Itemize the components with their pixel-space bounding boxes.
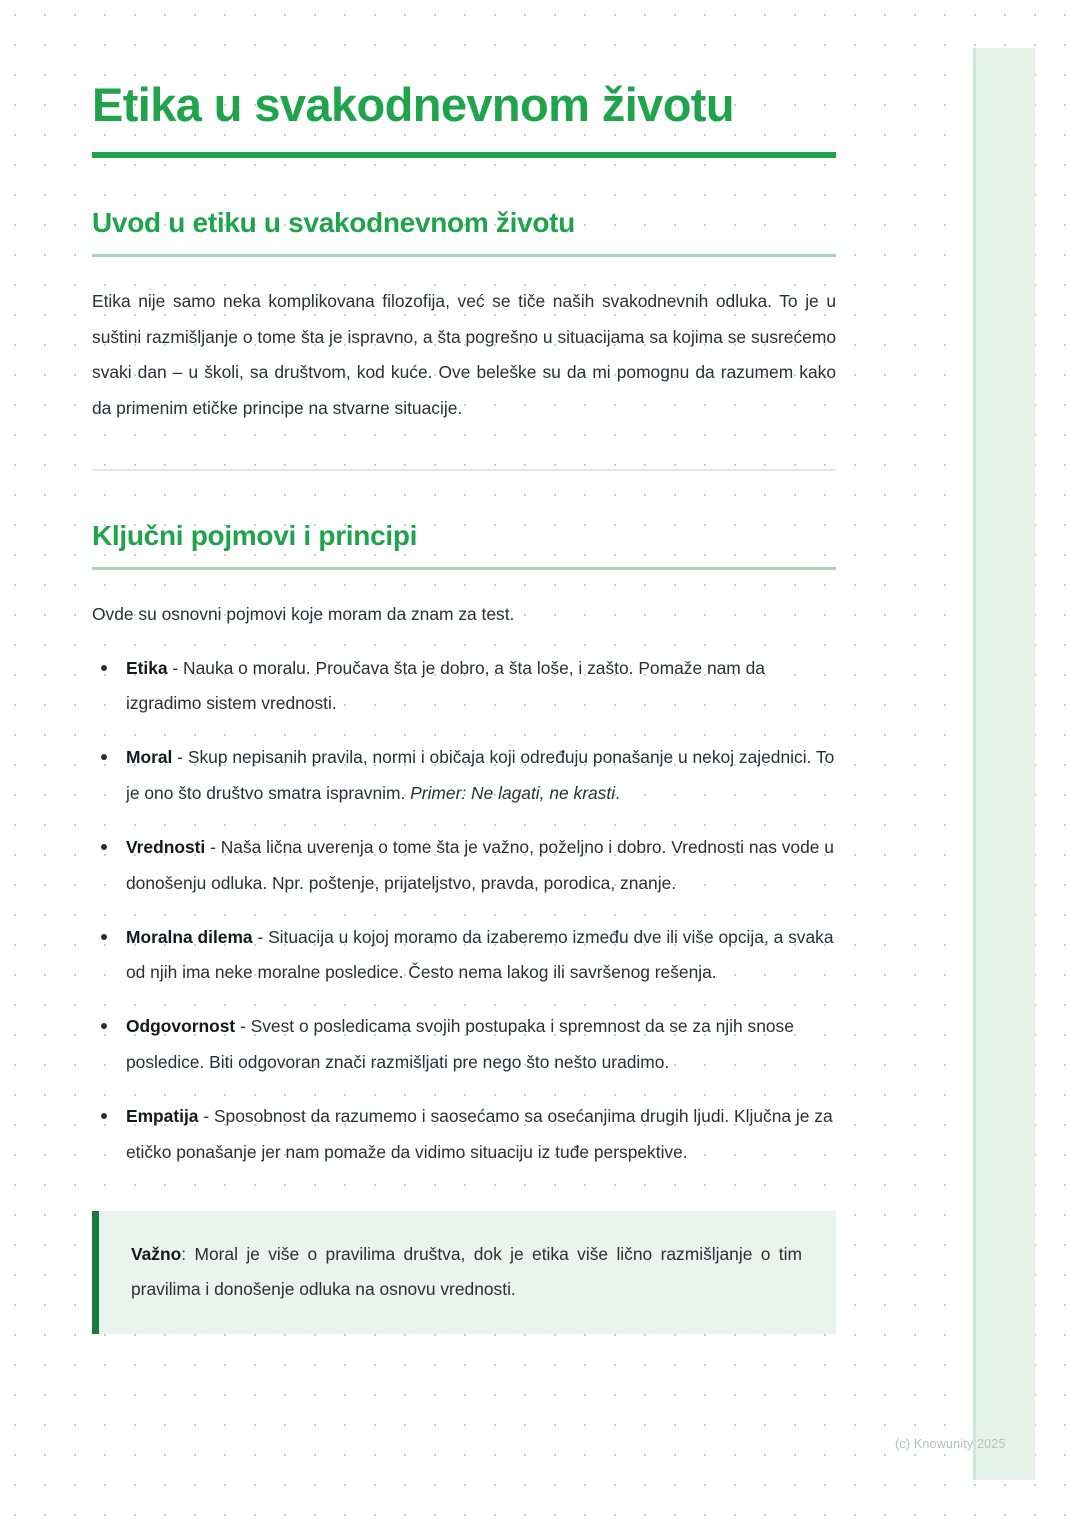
term-definition: Sposobnost da razumemo i saosećamo sa osećanjima drugih ljudi. Ključna je za etičko ponašanje jer nam pomaže da vidimo situaciju iz tuđe perspektive. [126, 1105, 833, 1162]
section-heading: Ključni pojmovi i principi [92, 520, 418, 552]
section-divider [92, 469, 836, 471]
page-title: Etika u svakodnevnom životu [92, 78, 734, 131]
section-kljucni-pojmovi [92, 519, 836, 1334]
important-callout [92, 1211, 836, 1335]
bullet-icon [101, 665, 107, 671]
bullet-icon [101, 844, 107, 850]
callout-label: Važno [131, 1243, 182, 1264]
document-content [92, 78, 836, 1334]
list-item [92, 920, 836, 992]
bullet-icon [101, 1113, 107, 1119]
term-dash: - [172, 747, 188, 768]
term-dash: - [198, 1105, 214, 1126]
callout-text [131, 1237, 802, 1309]
section-uvod [92, 206, 836, 427]
term-dash: - [205, 836, 221, 857]
section-underline-rule [92, 567, 836, 570]
bullet-icon [101, 754, 107, 760]
list-item [92, 1009, 836, 1081]
list-item [92, 740, 836, 812]
callout-body: Moral je više o pravilima društva, dok je etika više lično razmišljanje o tim pravilima i donošenje odluka na osnovu vrednosti. [131, 1243, 802, 1300]
terms-list [92, 651, 836, 1171]
term-name: Moral [126, 747, 173, 768]
list-item [92, 830, 836, 902]
title-underline-rule [92, 152, 836, 158]
term-name: Etika [126, 657, 168, 678]
term-name: Empatija [126, 1105, 199, 1126]
term-definition: Nauka o moralu. Proučava šta je dobro, a šta loše, i zašto. Pomaže nam da izgradimo sistem vrednosti. [126, 657, 765, 714]
term-dash: - [252, 926, 269, 947]
term-definition: Skup nepisanih pravila, normi i običaja koji određuju ponašanje u nekoj zajednici. To je ono što društvo smatra ispravnim. [126, 747, 835, 804]
term-name: Odgovornost [126, 1016, 236, 1037]
callout-separator: : [181, 1243, 195, 1264]
term-definition: Svest o posledicama svojih postupaka i spremnost da se za njih snose posledice. Biti odgovoran znači razmišljati pre nego što nešto uradimo. [126, 1016, 794, 1073]
section-underline-rule [92, 254, 836, 257]
list-item [92, 651, 836, 723]
section-paragraph: Ovde su osnovni pojmovi koje moram da znam za test. [92, 603, 515, 624]
term-dash: - [235, 1016, 251, 1037]
section-heading: Uvod u etiku u svakodnevnom životu [92, 207, 575, 239]
term-definition: Situacija u kojoj moramo da izaberemo između dve ili više opcija, a svaka od njih ima neke moralne posledice. Često nema lakog ili savršenog rešenja. [126, 926, 834, 983]
list-item [92, 1099, 836, 1171]
right-margin-band [973, 48, 1035, 1480]
term-dash: - [167, 657, 184, 678]
term-definition: Naša lična uverenja o tome šta je važno, poželjno i dobro. Vrednosti nas vode u donošenju odluka. Npr. poštenje, prijateljstvo, pravda, porodica, znanje. [126, 836, 834, 893]
section-paragraph: Etika nije samo neka komplikovana filozofija, već se tiče naših svakodnevnih odluka. To je u suštini razmišljanje o tome šta je ispravno, a šta pogrešno u situacijama sa kojima se susrećemo svaki dan – u školi, sa društvom, kod kuće. Ove beleške su da mi pomognu da razumem kako da primenim etičke principe na stvarne situacije. [92, 290, 836, 419]
term-name: Vrednosti [126, 836, 206, 857]
term-example: Primer: Ne lagati, ne krasti [410, 783, 616, 804]
term-name: Moralna dilema [126, 926, 253, 947]
term-tail: . [615, 783, 620, 804]
bullet-icon [101, 1023, 107, 1029]
footer-watermark: (c) Knowunity 2025 [895, 1437, 1006, 1451]
bullet-icon [101, 934, 107, 940]
